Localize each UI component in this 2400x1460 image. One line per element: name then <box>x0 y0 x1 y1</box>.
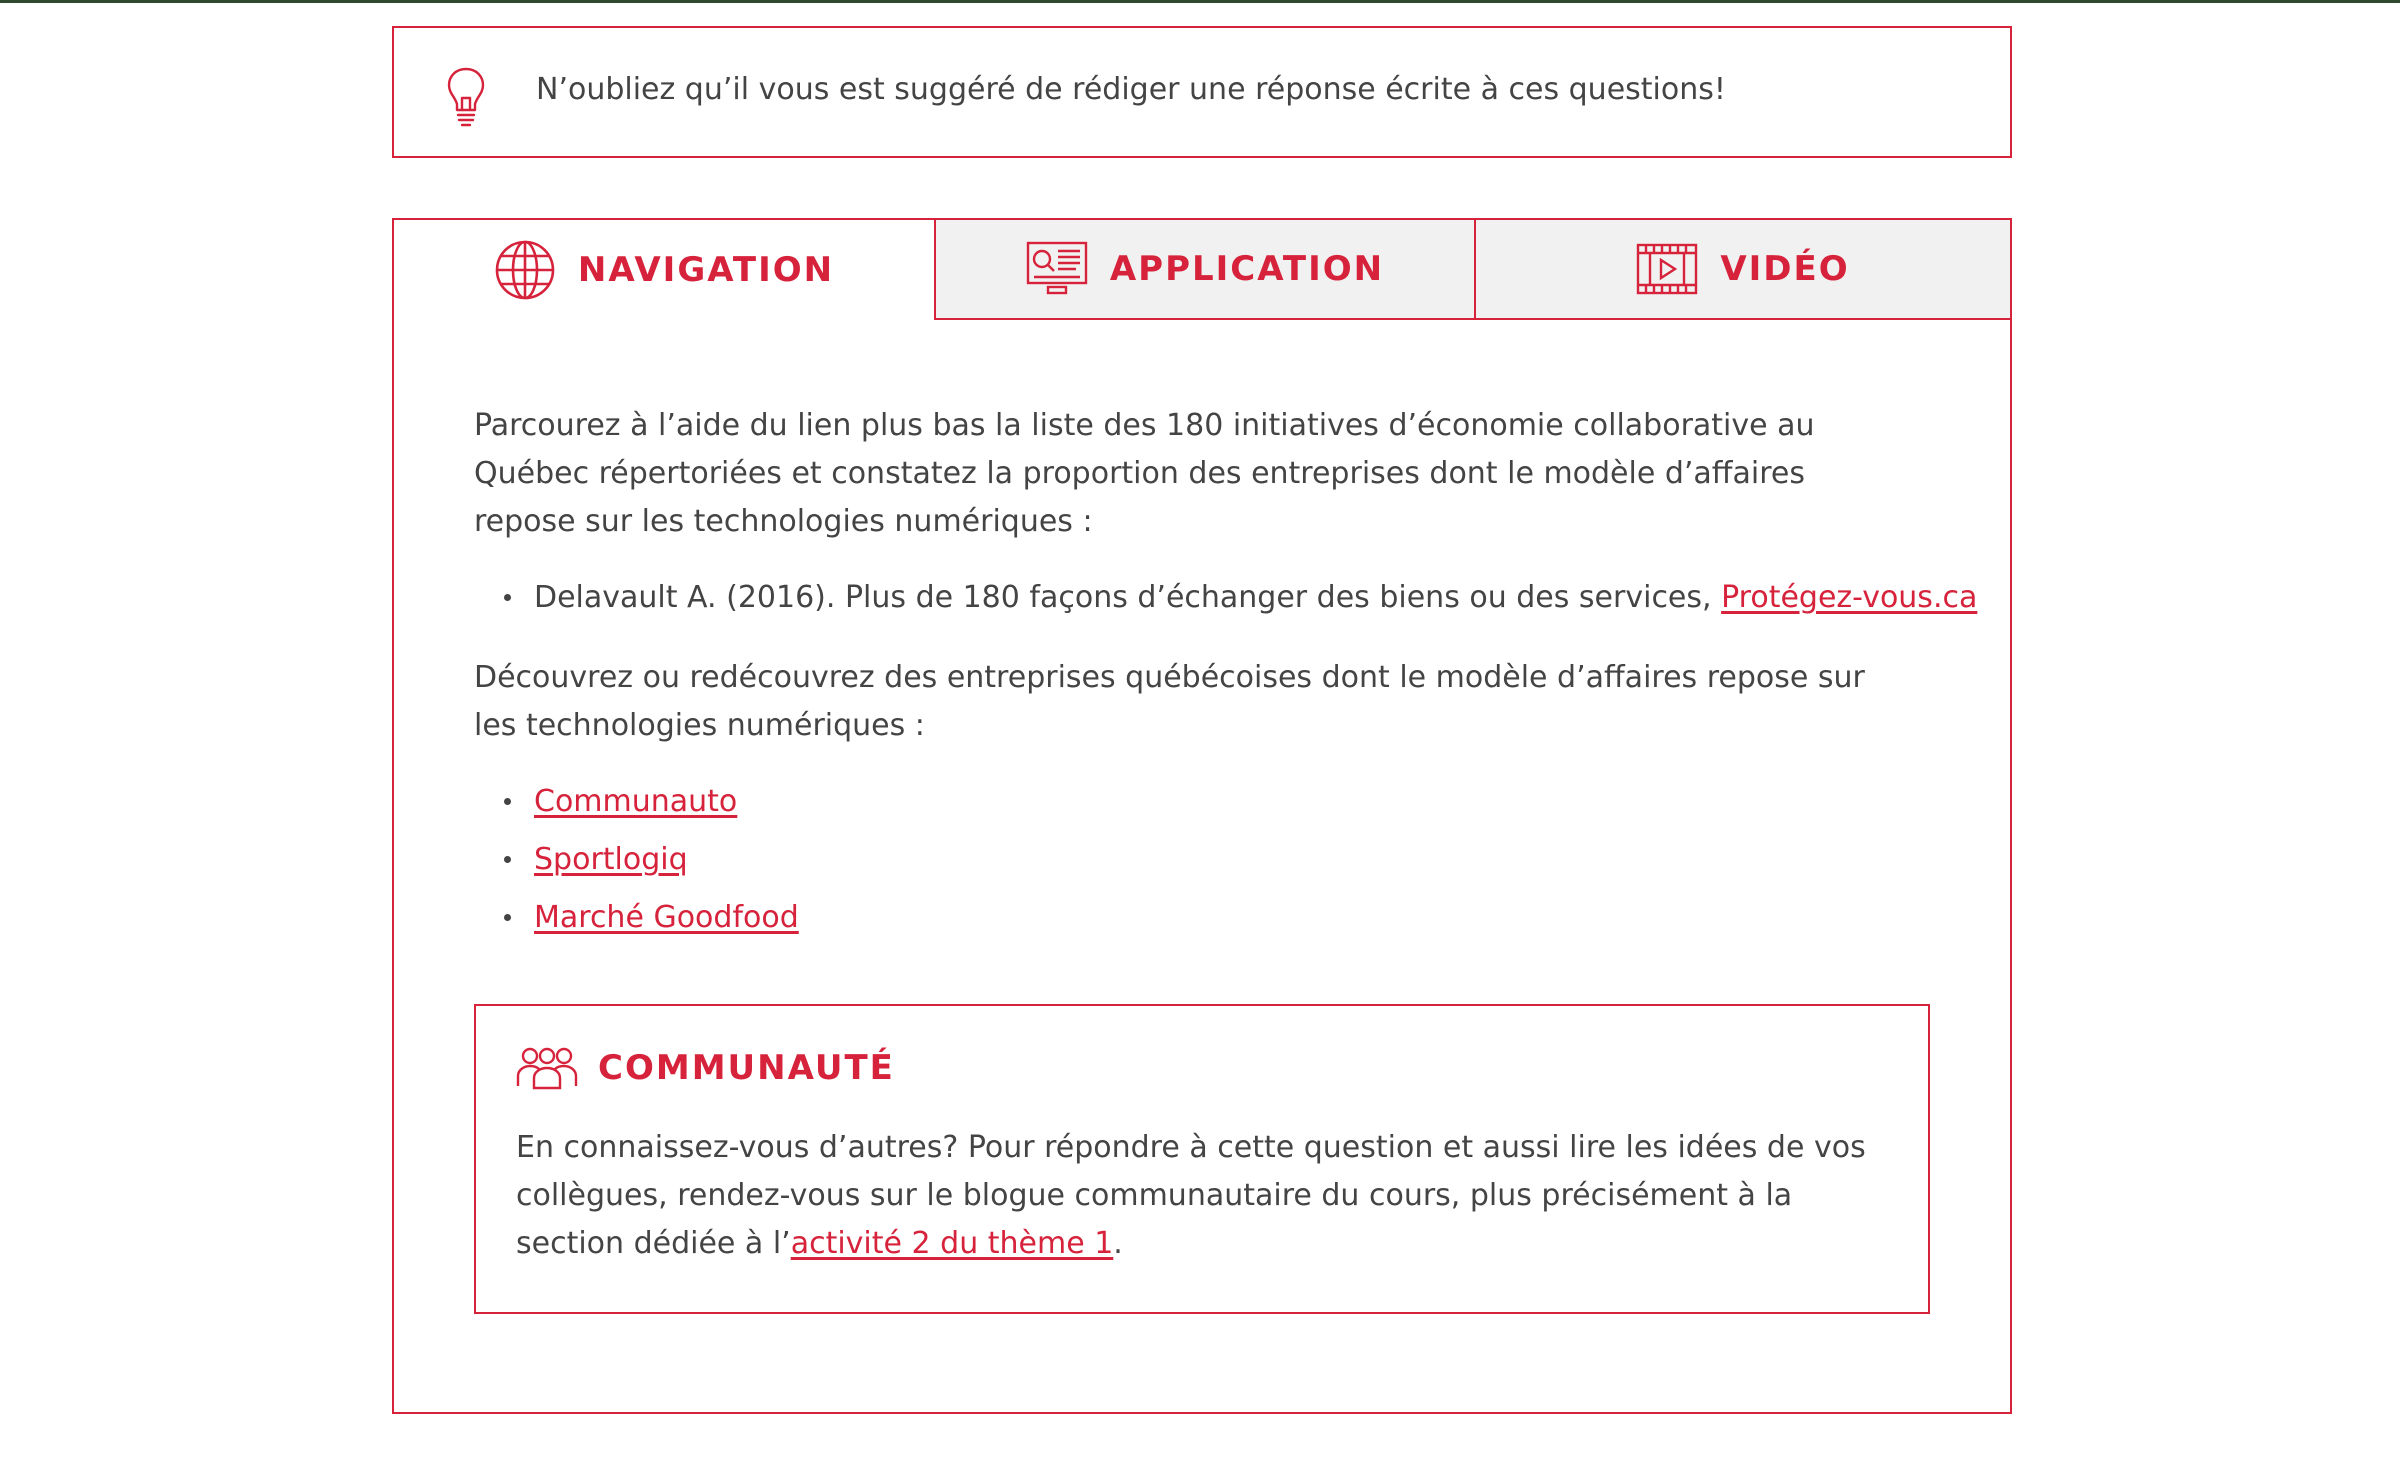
reference-text: Delavault A. (2016). Plus de 180 façons d’échanger des biens ou des services, <box>534 580 1722 615</box>
people-group-icon <box>516 1046 578 1090</box>
list-item <box>474 894 799 942</box>
company-list <box>474 778 799 952</box>
tip-text: N’oubliez qu’il vous est suggéré de rédiger une réponse écrite à ces questions! <box>536 72 1726 107</box>
globe-icon <box>494 239 556 301</box>
sportlogiq-link[interactable]: Sportlogiq <box>534 842 688 877</box>
lightbulb-icon <box>446 66 486 128</box>
tip-box <box>392 26 2012 158</box>
list-item <box>474 836 799 884</box>
tab-video-label: VIDÉO <box>1720 249 1850 289</box>
community-text <box>516 1124 1896 1268</box>
reference-list <box>474 574 1977 622</box>
tab-application-label: APPLICATION <box>1109 249 1385 289</box>
community-title: COMMUNAUTÉ <box>598 1048 895 1088</box>
intro-paragraph: Parcourez à l’aide du lien plus bas la liste des 180 initiatives d’économie collaborative au Québec répertoriées et constatez la proportion des entreprises dont le modèle d’affaires repose sur les technologies numériques : <box>474 408 1815 539</box>
tab-navigation-label: NAVIGATION <box>577 250 835 290</box>
tab-video[interactable] <box>1474 220 2010 320</box>
tab-navigation[interactable] <box>394 220 934 320</box>
discover-paragraph: Découvrez ou redécouvrez des entreprises québécoises dont le modèle d’affaires repose sur les technologies numériques : <box>474 660 1865 743</box>
film-play-icon <box>1636 243 1698 295</box>
tab-application[interactable] <box>934 220 1474 320</box>
computer-search-icon <box>1026 241 1088 297</box>
tab-bar <box>394 220 2010 320</box>
activity-link[interactable]: activité 2 du thème 1 <box>790 1226 1114 1261</box>
community-body: En connaissez-vous d’autres? Pour répondre à cette question et aussi lire les idées de vos collègues, rendez-vous sur le blogue communautaire du cours, plus précisément à la section dédiée à l’ <box>516 1130 1866 1261</box>
protegez-vous-link[interactable]: Protégez-vous.ca <box>1721 580 1978 615</box>
marche-goodfood-link[interactable]: Marché Goodfood <box>534 900 799 935</box>
community-box <box>474 1004 1930 1314</box>
list-item <box>474 574 1977 622</box>
communauto-link[interactable]: Communauto <box>534 784 738 819</box>
tab-panel <box>392 218 2012 1414</box>
community-header <box>516 1046 895 1090</box>
community-suffix: . <box>1113 1226 1123 1261</box>
list-item <box>474 778 799 826</box>
